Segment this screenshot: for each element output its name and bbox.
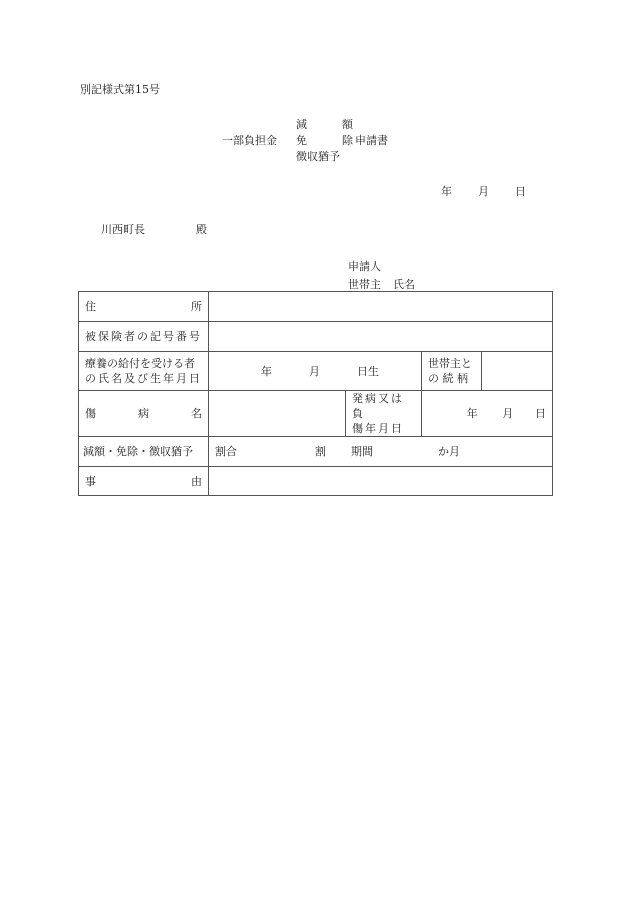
onset-month-label: 月 bbox=[502, 407, 514, 420]
insured-number-label: 被保険者の記号番号 bbox=[79, 322, 209, 352]
document-title: 一部負担金 減 額 免 除 徴収猶予 申請書 bbox=[222, 118, 388, 163]
applicant-label: 申請人 bbox=[348, 260, 381, 273]
onset-year-label: 年 bbox=[466, 407, 478, 420]
addressee-name: 川西町長 bbox=[101, 223, 145, 236]
addressee-honorific: 殿 bbox=[196, 223, 207, 236]
table-row-disease bbox=[79, 391, 553, 437]
reason-field[interactable] bbox=[209, 467, 553, 496]
application-form-table bbox=[78, 291, 553, 496]
ratio-label: 割合 bbox=[215, 445, 237, 458]
birth-day-label: 日生 bbox=[357, 364, 379, 378]
table-row-reason bbox=[79, 467, 553, 496]
onset-date-field[interactable] bbox=[422, 391, 553, 437]
table-row-reduction-type bbox=[79, 437, 553, 467]
disease-name-field[interactable] bbox=[209, 391, 346, 437]
title-prefix: 一部負担金 bbox=[222, 134, 277, 147]
relation-field[interactable] bbox=[482, 352, 553, 391]
birth-year-label: 年 bbox=[261, 364, 272, 378]
reduction-type-label: 減額・免除・徴収猶予 bbox=[79, 437, 209, 467]
relation-label: 世帯主と の 続 柄 bbox=[422, 352, 482, 391]
application-date bbox=[441, 183, 526, 199]
onset-day-label: 日 bbox=[535, 407, 546, 420]
form-number: 別記様式第15号 bbox=[80, 83, 160, 96]
applicant-name-line bbox=[348, 276, 415, 292]
address-label: 住 所 bbox=[79, 292, 209, 322]
insured-number-field[interactable] bbox=[209, 322, 553, 352]
ratio-unit: 割 bbox=[315, 445, 326, 458]
onset-date-label: 発病又は負 傷年月日 bbox=[346, 391, 422, 437]
reason-label: 事 由 bbox=[79, 467, 209, 496]
date-month: 月 bbox=[478, 185, 489, 198]
patient-label: 療養の給付を受ける者 の氏名及び生年月日 bbox=[79, 352, 209, 391]
period-unit: か月 bbox=[438, 445, 460, 458]
birth-month-label: 月 bbox=[309, 364, 320, 378]
table-row-address bbox=[79, 292, 553, 322]
table-row-patient bbox=[79, 352, 553, 391]
head-of-household-label: 世帯主 bbox=[348, 278, 381, 291]
table-row-insured-number bbox=[79, 322, 553, 352]
address-field[interactable] bbox=[209, 292, 553, 322]
addressee bbox=[101, 221, 207, 237]
reduction-terms-field[interactable] bbox=[209, 437, 553, 467]
disease-label: 傷 病 名 bbox=[79, 391, 209, 437]
title-suffix: 申請書 bbox=[355, 134, 388, 147]
date-day: 日 bbox=[515, 185, 526, 198]
date-year: 年 bbox=[441, 185, 452, 198]
period-label: 期間 bbox=[351, 445, 373, 458]
title-option-deferral: 徴収猶予 bbox=[296, 150, 340, 163]
patient-birthdate-field[interactable] bbox=[209, 352, 422, 391]
name-label: 氏名 bbox=[393, 278, 415, 291]
